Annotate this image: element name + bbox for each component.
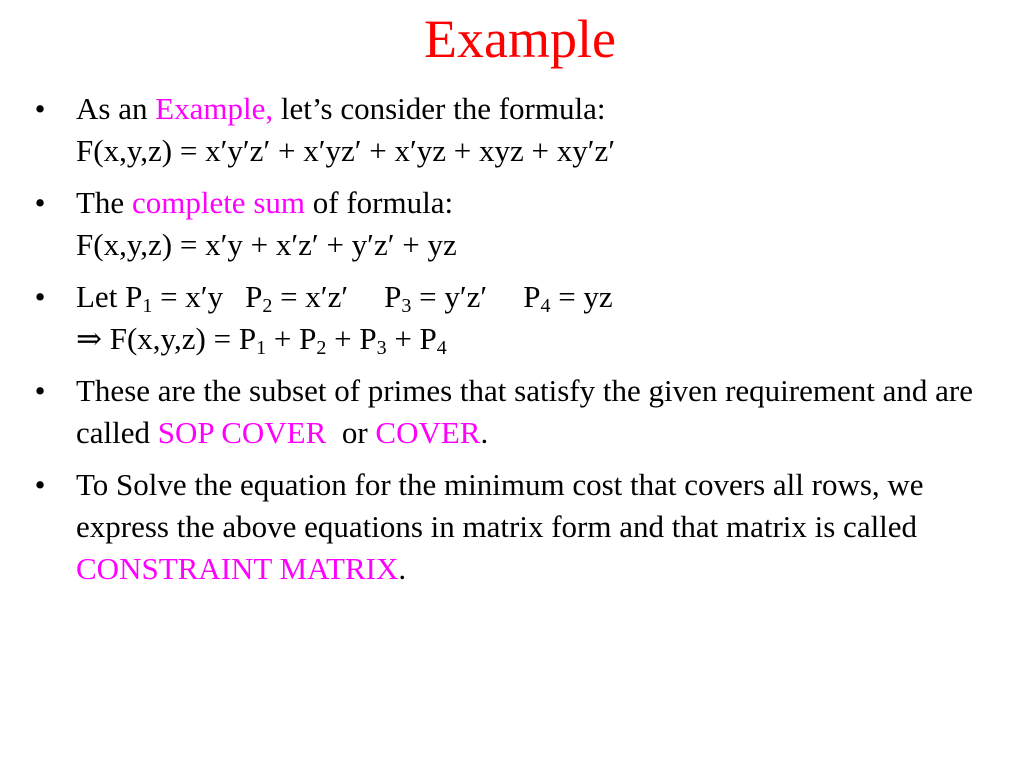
- prime-subscript: 3: [401, 295, 412, 317]
- prime-label: P: [125, 279, 143, 314]
- bullet-primes: [28, 276, 988, 360]
- prime-expression: = x′z′: [272, 279, 349, 314]
- slide-title: Example: [424, 9, 616, 69]
- bullet-text: or: [326, 415, 376, 450]
- formula: F(x,y,z) = x′y′z′ + x′yz′ + x′yz + xyz + xy′z′: [76, 133, 616, 168]
- formula: F(x,y,z) = x′y + x′z′ + y′z′ + yz: [76, 227, 457, 262]
- prime-label: P: [384, 279, 402, 314]
- highlight-constraint-matrix: CONSTRAINT MATRIX: [76, 551, 399, 586]
- prime-expression: = y′z′: [411, 279, 488, 314]
- prime-subscript: 2: [262, 295, 273, 317]
- prime-expression: = yz: [550, 279, 613, 314]
- prime-subscript: 3: [376, 337, 387, 359]
- bullet-text: .: [480, 415, 489, 450]
- prime-subscript: 1: [256, 337, 267, 359]
- bullet-text: As an: [76, 91, 156, 126]
- bullet-dot: •: [34, 373, 46, 408]
- prime-label: P: [245, 279, 263, 314]
- highlight-cover: COVER: [375, 415, 481, 450]
- prime-expression: = x′y: [152, 279, 224, 314]
- bullet-text: .: [398, 551, 407, 586]
- bullet-dot: •: [34, 467, 46, 502]
- bullet-constraint-matrix: [28, 464, 988, 590]
- prime-subscript: 2: [316, 337, 327, 359]
- plus-sign: +: [386, 321, 420, 356]
- highlight-complete-sum: complete sum: [131, 185, 305, 220]
- prime-label: P: [299, 321, 317, 356]
- prime-subscript: 4: [540, 295, 551, 317]
- bullet-text: To Solve the equation for the minimum cost that covers all rows, we express the above equations in matrix form and that matrix is called: [76, 467, 924, 544]
- prime-label: P: [359, 321, 377, 356]
- prime-subscript: 1: [142, 295, 153, 317]
- bullet-text: of formula:: [305, 185, 454, 220]
- bullet-example-formula: [28, 88, 988, 172]
- bullet-dot: •: [34, 91, 46, 126]
- prime-label: P: [238, 321, 257, 356]
- bullet-list: [28, 88, 988, 600]
- bullet-text: These are the subset of primes that satisfy the given requirement and are called: [76, 373, 973, 450]
- highlight-sop-cover: SOP COVER: [157, 415, 327, 450]
- bullet-text: Let: [76, 279, 126, 314]
- implies-formula: ⇒ F(x,y,z) =: [76, 321, 239, 356]
- prime-label: P: [523, 279, 541, 314]
- highlight-example: Example,: [155, 91, 274, 126]
- prime-label: P: [419, 321, 437, 356]
- bullet-text: The: [76, 185, 132, 220]
- bullet-sop-cover: [28, 370, 988, 454]
- plus-sign: +: [266, 321, 300, 356]
- prime-subscript: 4: [436, 337, 447, 359]
- bullet-text: let’s consider the formula:: [273, 91, 606, 126]
- bullet-dot: •: [34, 185, 46, 220]
- bullet-dot: •: [34, 279, 46, 314]
- bullet-complete-sum: [28, 182, 988, 266]
- plus-sign: +: [326, 321, 360, 356]
